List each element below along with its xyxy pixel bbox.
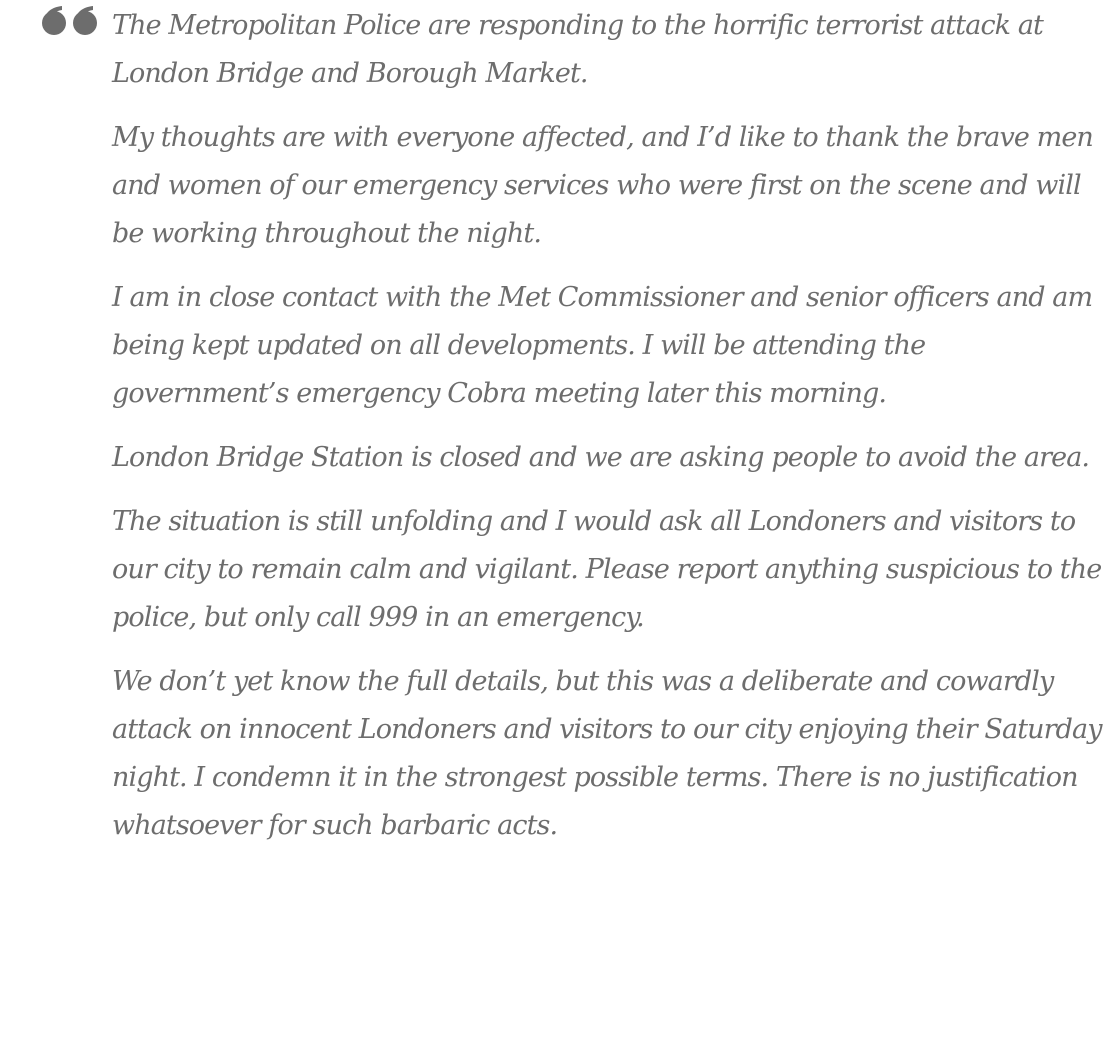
quote-text — [112, 2, 1102, 866]
quote-paragraph-1: The Metropolitan Police are responding to the horrific terrorist attack at London Bridge and Borough Market. — [112, 10, 1043, 89]
quote-paragraph-3: I am in close contact with the Met Commissioner and senior officers and am being kept updated on all developments. I will be attending the government’s emergency Cobra meeting later this morning. — [112, 282, 1093, 409]
quote-paragraph-4: London Bridge Station is closed and we are asking people to avoid the area. — [112, 442, 1090, 473]
open-quote-icon — [40, 6, 102, 36]
quote-paragraph-6: We don’t yet know the full details, but this was a deliberate and cowardly attack on innocent Londoners and visitors to our city enjoying their Saturday night. I condemn it in the strongest possible terms. There is no justification whatsoever for such barbaric acts. — [112, 666, 1102, 841]
quote-paragraph-5: The situation is still unfolding and I would ask all Londoners and visitors to our city to remain calm and vigilant. Please report anything suspicious to the police, but only call 999 in an emergency. — [112, 506, 1102, 633]
quote-paragraph-2: My thoughts are with everyone affected, and I’d like to thank the brave men and women of our emergency services who were first on the scene and will be working throughout the night. — [112, 122, 1093, 249]
